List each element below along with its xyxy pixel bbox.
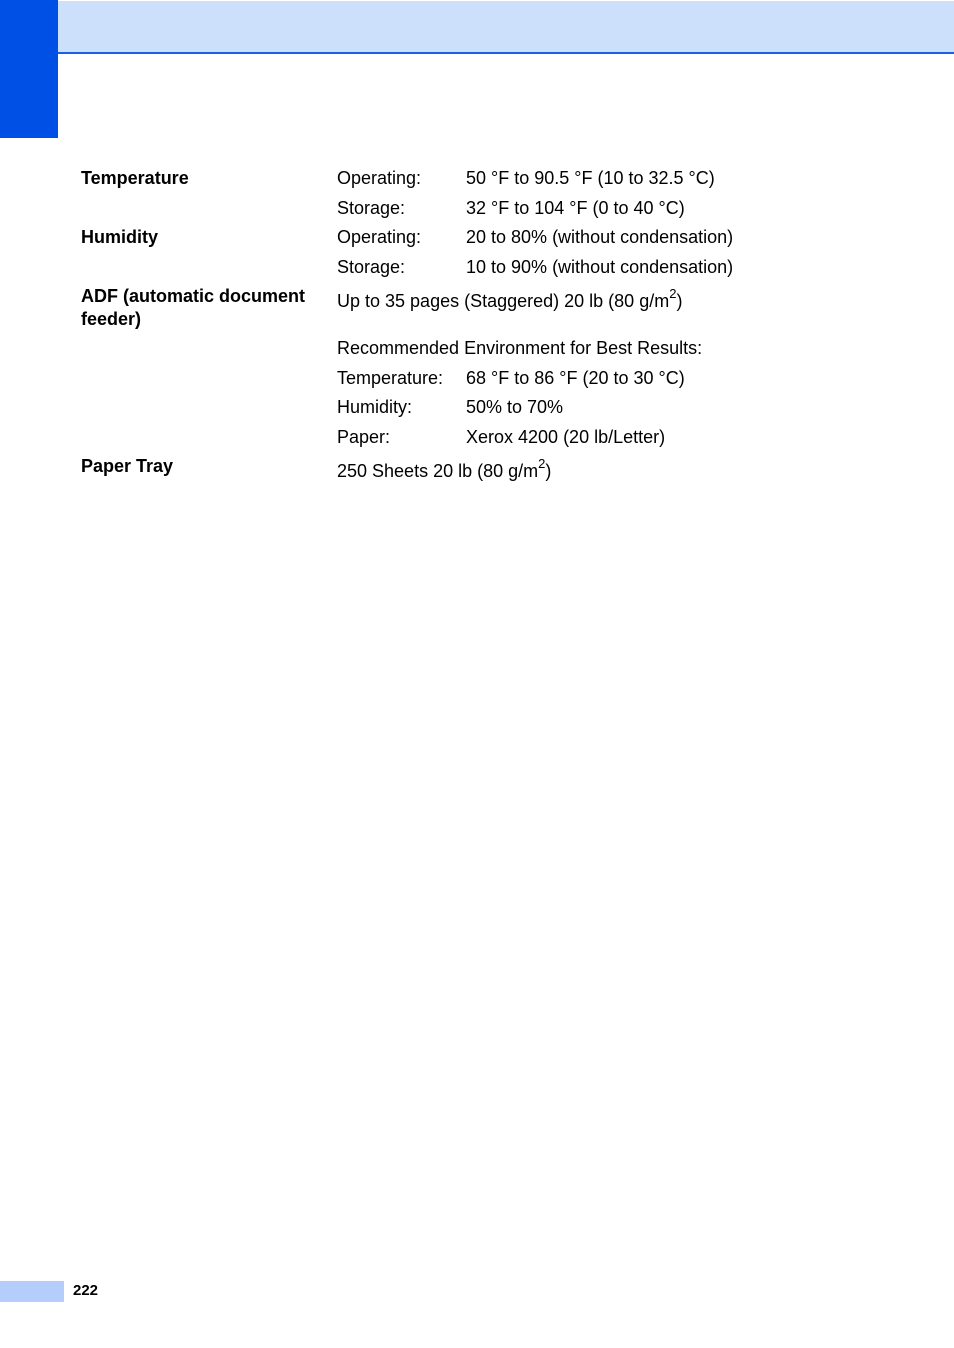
- temperature-label: Temperature: [81, 168, 189, 188]
- adf-capacity-sup: 2: [669, 286, 677, 301]
- page-number: 222: [73, 1282, 99, 1299]
- adf-capacity-suffix: ): [676, 291, 683, 311]
- adf-rec-temperature-label: Temperature:: [337, 368, 444, 388]
- humidity-operating-value: 20 to 80% (without condensation): [466, 227, 734, 247]
- adf-rec-humidity-label: Humidity:: [337, 397, 413, 417]
- chapter-tab: [0, 0, 58, 138]
- humidity-storage-value: 10 to 90% (without condensation): [466, 257, 734, 277]
- footer-bar: [0, 1281, 64, 1302]
- paper-tray-value: [337, 456, 552, 483]
- temperature-storage-value: 32 °F to 104 °F (0 to 40 °C): [466, 198, 685, 218]
- adf-label-line1: ADF (automatic document: [81, 286, 306, 306]
- paper-tray-label: Paper Tray: [81, 456, 174, 476]
- adf-rec-paper-value: Xerox 4200 (20 lb/Letter): [466, 427, 666, 447]
- temperature-operating-value: 50 °F to 90.5 °F (10 to 32.5 °C): [466, 168, 715, 188]
- paper-tray-value-sup: 2: [538, 456, 546, 471]
- adf-label-line2: feeder): [81, 309, 142, 329]
- humidity-label: Humidity: [81, 227, 159, 247]
- adf-rec-humidity-value: 50% to 70%: [466, 397, 564, 417]
- header-band: [58, 1, 954, 54]
- adf-rec-temperature-value: 68 °F to 86 °F (20 to 30 °C): [466, 368, 685, 388]
- humidity-operating-label: Operating:: [337, 227, 422, 247]
- temperature-operating-label: Operating:: [337, 168, 422, 188]
- temperature-storage-label: Storage:: [337, 198, 406, 218]
- paper-tray-value-prefix: 250 Sheets 20 lb (80 g/m: [337, 461, 539, 481]
- adf-rec-paper-label: Paper:: [337, 427, 391, 447]
- adf-capacity: [337, 286, 683, 313]
- adf-recommended-heading: Recommended Environment for Best Results:: [337, 338, 703, 358]
- adf-capacity-prefix: Up to 35 pages (Staggered) 20 lb (80 g/m: [337, 291, 670, 311]
- paper-tray-value-suffix: ): [545, 461, 552, 481]
- humidity-storage-label: Storage:: [337, 257, 406, 277]
